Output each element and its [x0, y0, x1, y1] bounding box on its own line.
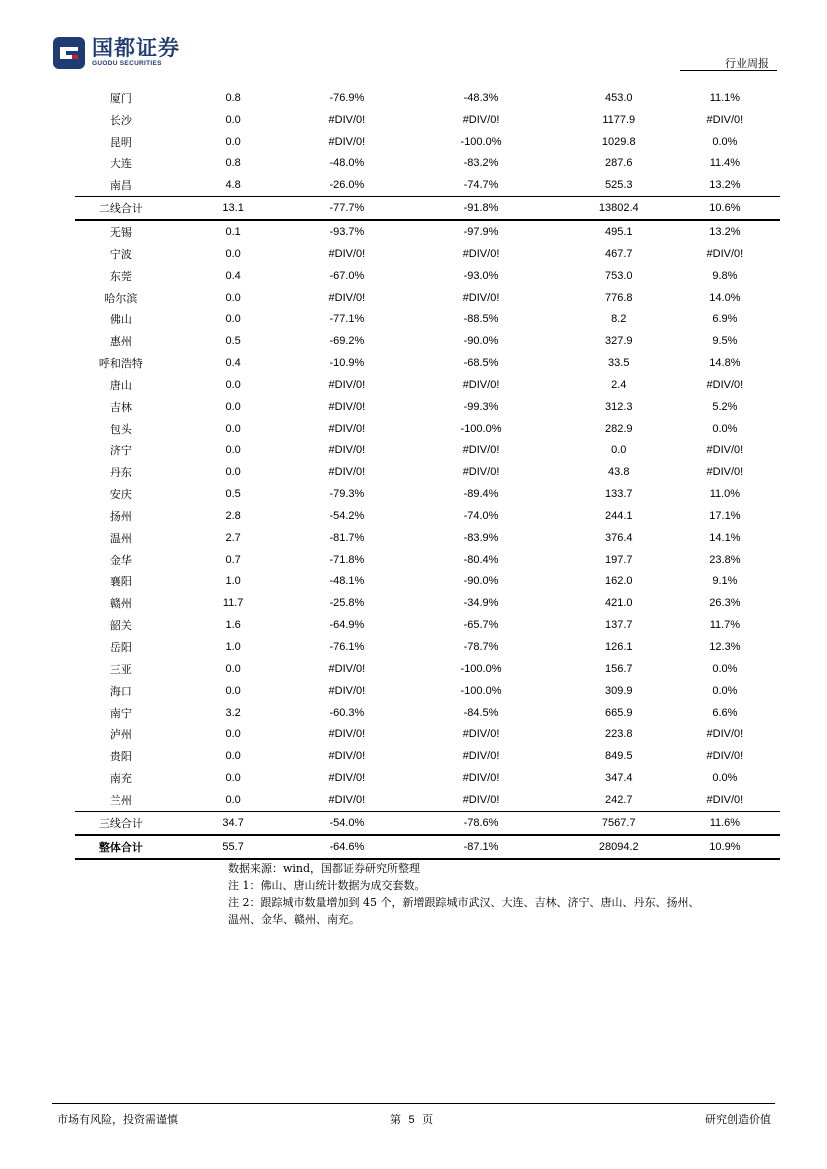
value-cell: 0.0	[225, 422, 241, 435]
city-name-cell: 大连	[109, 157, 132, 171]
value-cell: #DIV/0!	[328, 247, 366, 260]
city-name-cell: 南昌	[109, 179, 132, 193]
city-name-cell: 唐山	[109, 378, 132, 392]
value-cell: -90.0%	[463, 335, 499, 348]
city-name-cell: 安庆	[109, 488, 132, 502]
value-cell: -100.0%	[460, 135, 502, 148]
value-cell: -87.1%	[394, 835, 567, 859]
note-2-line-1: 注 2：跟踪城市数量增加到 45 个，新增跟踪城市武汉、大连、吉林、济宁、唐山、丹东、扬州、	[228, 896, 700, 909]
value-cell: 9.1%	[712, 575, 738, 588]
city-name-cell: 长沙	[109, 113, 132, 127]
report-type-label: 行业周报	[725, 57, 769, 70]
value-cell: #DIV/0!	[706, 750, 744, 763]
value-cell: -84.5%	[463, 706, 499, 719]
value-cell: -83.2%	[463, 157, 499, 170]
value-cell: 0.0	[225, 772, 241, 785]
value-cell: -64.6%	[299, 835, 394, 859]
value-cell: 0.0	[225, 378, 241, 391]
value-cell: #DIV/0!	[706, 728, 744, 741]
table-row	[75, 109, 780, 131]
value-cell: 0.0%	[712, 684, 738, 697]
value-cell: -76.9%	[329, 91, 365, 104]
city-name-cell: 哈尔滨	[104, 291, 138, 305]
value-cell: 421.0	[604, 597, 633, 610]
table-row	[75, 767, 780, 789]
value-cell: -48.1%	[329, 575, 365, 588]
value-cell: 126.1	[604, 641, 633, 654]
value-cell: -100.0%	[460, 684, 502, 697]
value-cell: 495.1	[604, 225, 633, 238]
value-cell: -65.7%	[463, 619, 499, 632]
value-cell: -88.5%	[463, 313, 499, 326]
value-cell: 467.7	[604, 247, 633, 260]
value-cell: -34.9%	[463, 597, 499, 610]
value-cell: 12.3%	[709, 641, 741, 654]
value-cell: #DIV/0!	[706, 793, 744, 806]
city-name-cell: 三线合计	[75, 811, 167, 834]
value-cell: -80.4%	[463, 553, 499, 566]
table-row	[75, 265, 780, 287]
value-cell: 13.2%	[709, 225, 741, 238]
table-row	[75, 352, 780, 374]
value-cell: #DIV/0!	[328, 772, 366, 785]
table-row	[75, 483, 780, 505]
value-cell: #DIV/0!	[328, 400, 366, 413]
value-cell: -54.0%	[299, 811, 394, 834]
value-cell: -71.8%	[329, 553, 365, 566]
value-cell: 17.1%	[709, 509, 741, 522]
city-name-cell: 韶关	[109, 619, 132, 633]
value-cell: 665.9	[604, 706, 633, 719]
value-cell: 13802.4	[568, 197, 670, 220]
note-1: 注 1：佛山、唐山统计数据为成交套数。	[228, 879, 426, 892]
value-cell: 10.6%	[670, 197, 780, 220]
company-name-en: GUODU SECURITIES	[92, 60, 162, 67]
table-row	[75, 220, 780, 243]
value-cell: -100.0%	[460, 422, 502, 435]
table-row	[75, 702, 780, 724]
value-cell: -77.7%	[299, 197, 394, 220]
risk-disclaimer: 市场有风险，投资需谨慎	[57, 1113, 178, 1126]
table-row	[75, 505, 780, 527]
table-row	[75, 592, 780, 614]
value-cell: 4.8	[225, 179, 241, 192]
value-cell: #DIV/0!	[706, 247, 744, 260]
value-cell: 10.9%	[670, 835, 780, 859]
value-cell: 0.4	[225, 269, 241, 282]
value-cell: #DIV/0!	[462, 444, 500, 457]
value-cell: -77.1%	[329, 313, 365, 326]
value-cell: 137.7	[604, 619, 633, 632]
value-cell: #DIV/0!	[328, 662, 366, 675]
city-name-cell: 惠州	[109, 335, 132, 349]
value-cell: 6.6%	[712, 706, 738, 719]
page-suffix: 页	[422, 1113, 434, 1126]
city-name-cell: 泸州	[109, 728, 132, 742]
value-cell: 0.0	[225, 793, 241, 806]
table-row	[75, 680, 780, 702]
table-row	[75, 789, 780, 811]
table-row	[75, 87, 780, 109]
value-cell: 8.2	[611, 313, 627, 326]
value-cell: -99.3%	[463, 400, 499, 413]
table-row	[75, 440, 780, 462]
subtotal-row	[75, 197, 780, 220]
table-row	[75, 308, 780, 330]
table-row	[75, 723, 780, 745]
value-cell: 13.1	[167, 197, 300, 220]
value-cell: 282.9	[604, 422, 633, 435]
city-name-cell: 金华	[109, 553, 132, 567]
value-cell: #DIV/0!	[462, 247, 500, 260]
slogan: 研究创造价值	[705, 1113, 771, 1126]
value-cell: 0.0	[225, 400, 241, 413]
value-cell: -90.0%	[463, 575, 499, 588]
table-row	[75, 174, 780, 196]
city-data-table	[75, 87, 780, 860]
value-cell: #DIV/0!	[328, 466, 366, 479]
value-cell: #DIV/0!	[462, 728, 500, 741]
value-cell: 0.0	[225, 135, 241, 148]
table-row	[75, 745, 780, 767]
city-name-cell: 襄阳	[109, 575, 132, 589]
value-cell: -60.3%	[329, 706, 365, 719]
city-name-cell: 吉林	[109, 400, 132, 414]
value-cell: #DIV/0!	[328, 378, 366, 391]
value-cell: 43.8	[608, 466, 630, 479]
subtotal-row	[75, 811, 780, 834]
table-row	[75, 396, 780, 418]
value-cell: 1029.8	[601, 135, 636, 148]
value-cell: 0.7	[225, 553, 241, 566]
value-cell: 0.5	[225, 335, 241, 348]
table-row	[75, 527, 780, 549]
value-cell: #DIV/0!	[462, 772, 500, 785]
city-name-cell: 岳阳	[109, 641, 132, 655]
value-cell: -79.3%	[329, 488, 365, 501]
value-cell: 11.7	[222, 597, 244, 610]
value-cell: 753.0	[604, 269, 633, 282]
value-cell: -81.7%	[329, 531, 365, 544]
value-cell: 0.0	[225, 247, 241, 260]
value-cell: 26.3%	[709, 597, 741, 610]
value-cell: #DIV/0!	[328, 793, 366, 806]
value-cell: 525.3	[604, 179, 633, 192]
city-name-cell: 扬州	[109, 509, 132, 523]
city-name-cell: 赣州	[109, 597, 132, 611]
value-cell: -93.7%	[329, 225, 365, 238]
value-cell: 9.5%	[712, 335, 738, 348]
header-divider	[680, 70, 777, 71]
value-cell: -97.9%	[463, 225, 499, 238]
page-prefix: 第	[390, 1113, 401, 1126]
city-name-cell: 呼和浩特	[98, 357, 143, 371]
table-row	[75, 374, 780, 396]
value-cell: -48.3%	[463, 91, 499, 104]
page-number	[390, 1111, 433, 1127]
value-cell: 34.7	[167, 811, 300, 834]
value-cell: 11.4%	[709, 157, 741, 170]
value-cell: #DIV/0!	[328, 291, 366, 304]
value-cell: -91.8%	[394, 197, 567, 220]
value-cell: 13.2%	[709, 179, 741, 192]
source-note: 数据来源：wind，国都证券研究所整理	[228, 862, 421, 875]
value-cell: -54.2%	[329, 509, 365, 522]
value-cell: 376.4	[604, 531, 633, 544]
table-row	[75, 330, 780, 352]
value-cell: #DIV/0!	[328, 113, 366, 126]
value-cell: 11.0%	[709, 488, 741, 501]
value-cell: 11.1%	[709, 91, 741, 104]
table-row	[75, 658, 780, 680]
logo-emblem-icon	[52, 36, 86, 70]
value-cell: -100.0%	[460, 662, 502, 675]
value-cell: 0.0	[225, 662, 241, 675]
value-cell: 453.0	[604, 91, 633, 104]
city-name-cell: 兰州	[109, 793, 132, 807]
value-cell: #DIV/0!	[706, 113, 744, 126]
table-row	[75, 243, 780, 265]
value-cell: 0.0	[225, 728, 241, 741]
value-cell: 28094.2	[568, 835, 670, 859]
value-cell: -74.7%	[463, 179, 499, 192]
value-cell: 0.0	[225, 444, 241, 457]
table-row	[75, 418, 780, 440]
total-row	[75, 835, 780, 859]
value-cell: 0.0	[225, 291, 241, 304]
value-cell: 0.0	[225, 113, 241, 126]
city-name-cell: 东莞	[109, 269, 132, 283]
table-row	[75, 153, 780, 175]
table-row	[75, 571, 780, 593]
value-cell: 0.4	[225, 357, 241, 370]
value-cell: 347.4	[604, 772, 633, 785]
table-row	[75, 549, 780, 571]
value-cell: #DIV/0!	[328, 750, 366, 763]
value-cell: -78.6%	[394, 811, 567, 834]
value-cell: 55.7	[167, 835, 300, 859]
value-cell: 223.8	[604, 728, 633, 741]
value-cell: 14.8%	[709, 357, 741, 370]
value-cell: #DIV/0!	[462, 466, 500, 479]
city-name-cell: 南充	[109, 772, 132, 786]
value-cell: 0.0	[225, 684, 241, 697]
value-cell: -93.0%	[463, 269, 499, 282]
value-cell: #DIV/0!	[328, 728, 366, 741]
value-cell: -78.7%	[463, 641, 499, 654]
value-cell: #DIV/0!	[462, 750, 500, 763]
value-cell: 14.1%	[709, 531, 741, 544]
city-name-cell: 无锡	[109, 225, 132, 239]
value-cell: 133.7	[604, 488, 633, 501]
value-cell: 33.5	[608, 357, 630, 370]
table-row	[75, 614, 780, 636]
company-name-cn: 国都证券	[92, 36, 180, 60]
value-cell: -74.0%	[463, 509, 499, 522]
value-cell: -26.0%	[329, 179, 365, 192]
value-cell: 7567.7	[568, 811, 670, 834]
table-row	[75, 636, 780, 658]
value-cell: #DIV/0!	[706, 466, 744, 479]
value-cell: -83.9%	[463, 531, 499, 544]
value-cell: 5.2%	[712, 400, 738, 413]
city-name-cell: 宁波	[109, 247, 132, 261]
value-cell: 1.0	[225, 641, 241, 654]
city-name-cell: 二线合计	[75, 197, 167, 220]
value-cell: 0.0%	[712, 662, 738, 675]
city-name-cell: 整体合计	[75, 835, 167, 859]
city-name-cell: 海口	[109, 684, 132, 698]
value-cell: #DIV/0!	[462, 291, 500, 304]
value-cell: 0.0%	[712, 135, 738, 148]
value-cell: 0.0%	[712, 422, 738, 435]
value-cell: #DIV/0!	[328, 135, 366, 148]
page-number-value: 5	[408, 1114, 415, 1126]
value-cell: 0.8	[225, 157, 241, 170]
value-cell: 0.5	[225, 488, 241, 501]
city-name-cell: 三亚	[109, 662, 132, 676]
value-cell: 11.7%	[709, 619, 741, 632]
city-name-cell: 济宁	[109, 444, 132, 458]
value-cell: -76.1%	[329, 641, 365, 654]
value-cell: #DIV/0!	[462, 378, 500, 391]
table-notes	[228, 860, 699, 928]
value-cell: 0.0%	[712, 772, 738, 785]
value-cell: 197.7	[604, 553, 633, 566]
value-cell: 287.6	[604, 157, 633, 170]
value-cell: 0.0	[225, 750, 241, 763]
city-name-cell: 南宁	[109, 706, 132, 720]
value-cell: 162.0	[604, 575, 633, 588]
value-cell: #DIV/0!	[462, 113, 500, 126]
value-cell: #DIV/0!	[706, 378, 744, 391]
value-cell: 1177.9	[602, 113, 636, 126]
city-name-cell: 丹东	[109, 466, 132, 480]
value-cell: -89.4%	[463, 488, 499, 501]
value-cell: 9.8%	[712, 269, 738, 282]
value-cell: -69.2%	[329, 335, 365, 348]
value-cell: 0.1	[225, 225, 241, 238]
value-cell: 14.0%	[709, 291, 741, 304]
value-cell: 1.0	[225, 575, 241, 588]
value-cell: -67.0%	[329, 269, 365, 282]
value-cell: 2.7	[225, 531, 241, 544]
company-logo	[52, 36, 180, 70]
table-row	[75, 461, 780, 483]
footer-divider	[52, 1103, 775, 1104]
value-cell: 849.5	[604, 750, 633, 763]
value-cell: 0.0	[225, 313, 241, 326]
city-name-cell: 佛山	[109, 313, 132, 327]
note-2-line-2: 温州、金华、赣州、南充。	[228, 913, 360, 926]
value-cell: -10.9%	[329, 357, 365, 370]
value-cell: -68.5%	[463, 357, 499, 370]
table-row	[75, 287, 780, 309]
value-cell: #DIV/0!	[706, 444, 744, 457]
value-cell: 312.3	[604, 400, 633, 413]
value-cell: 2.8	[225, 509, 241, 522]
value-cell: 242.7	[604, 793, 633, 806]
value-cell: 327.9	[604, 335, 633, 348]
value-cell: 0.8	[225, 91, 241, 104]
value-cell: -64.9%	[329, 619, 365, 632]
value-cell: 11.6%	[670, 811, 780, 834]
value-cell: 309.9	[604, 684, 633, 697]
value-cell: 0.0	[225, 466, 241, 479]
value-cell: -48.0%	[329, 157, 365, 170]
value-cell: #DIV/0!	[462, 793, 500, 806]
value-cell: 6.9%	[712, 313, 738, 326]
value-cell: 156.7	[604, 662, 633, 675]
table-row	[75, 131, 780, 153]
value-cell: #DIV/0!	[328, 422, 366, 435]
value-cell: 23.8%	[709, 553, 741, 566]
value-cell: #DIV/0!	[328, 684, 366, 697]
value-cell: 244.1	[604, 509, 633, 522]
city-name-cell: 包头	[109, 422, 132, 436]
value-cell: -25.8%	[329, 597, 365, 610]
city-name-cell: 厦门	[109, 91, 132, 105]
value-cell: 3.2	[225, 706, 241, 719]
value-cell: 0.0	[611, 444, 627, 457]
city-name-cell: 温州	[109, 531, 132, 545]
value-cell: 776.8	[604, 291, 633, 304]
value-cell: 1.6	[225, 619, 241, 632]
value-cell: #DIV/0!	[328, 444, 366, 457]
city-name-cell: 昆明	[109, 135, 132, 149]
city-name-cell: 贵阳	[109, 750, 132, 764]
value-cell: 2.4	[611, 378, 627, 391]
